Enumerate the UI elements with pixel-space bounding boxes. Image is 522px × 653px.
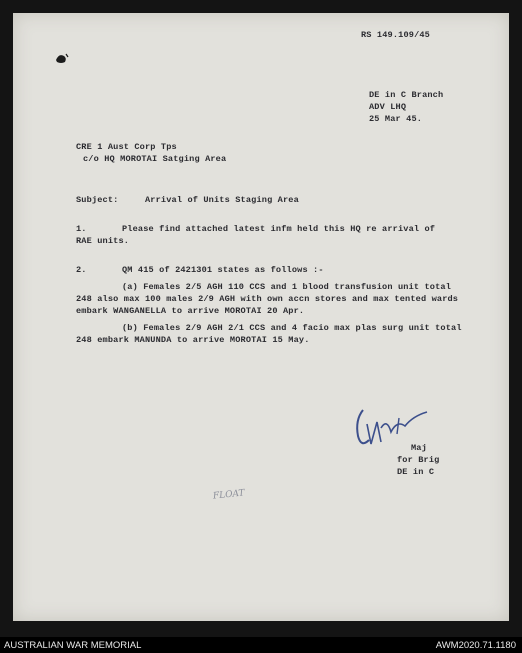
document-page [13, 13, 509, 621]
pencil-annotation: FLOAT [212, 488, 246, 502]
signature-office: DE in C [397, 467, 435, 477]
paragraph-1-number: 1. [76, 224, 87, 234]
from-branch: DE in C Branch [369, 90, 444, 100]
footer-bar [0, 637, 522, 653]
paragraph-1-text: Please find attached latest infm held this HQ re arrival of RAE units. [76, 224, 436, 246]
signature-rank: Maj [411, 443, 427, 453]
footer-institution: AUSTRALIAN WAR MEMORIAL [4, 640, 142, 651]
addressee-line-2: c/o HQ MOROTAI Satging Area [83, 154, 227, 164]
from-hq: ADV LHQ [369, 102, 407, 112]
item-b-text: (b) Females 2/9 AGH 2/1 CCS and 4 facio max plas surg unit total 248 embark MANUNDA to arrive MOROTAI 15 May. [76, 323, 462, 345]
subject-text: Arrival of Units Staging Area [145, 195, 299, 205]
paragraph-2-number: 2. [76, 265, 87, 275]
punch-hole-mark [53, 51, 71, 65]
signature-for: for Brig [397, 455, 440, 465]
document-reference: RS 149.109/45 [361, 30, 430, 40]
paragraph-2-text: QM 415 of 2421301 states as follows :- [122, 265, 324, 275]
subject-label: Subject: [76, 195, 119, 205]
addressee-line-1: CRE 1 Aust Corp Tps [76, 142, 177, 152]
item-a-text: (a) Females 2/5 AGH 110 CCS and 1 blood transfusion unit total 248 also max 100 males 2/9 AGH with own accn stores and max tented wards embark WANGANELLA to arrive MOROTAI 20 Apr. [76, 282, 459, 316]
footer-accession-number: AWM2020.71.1180 [435, 640, 516, 651]
document-date: 25 Mar 45. [369, 114, 423, 124]
